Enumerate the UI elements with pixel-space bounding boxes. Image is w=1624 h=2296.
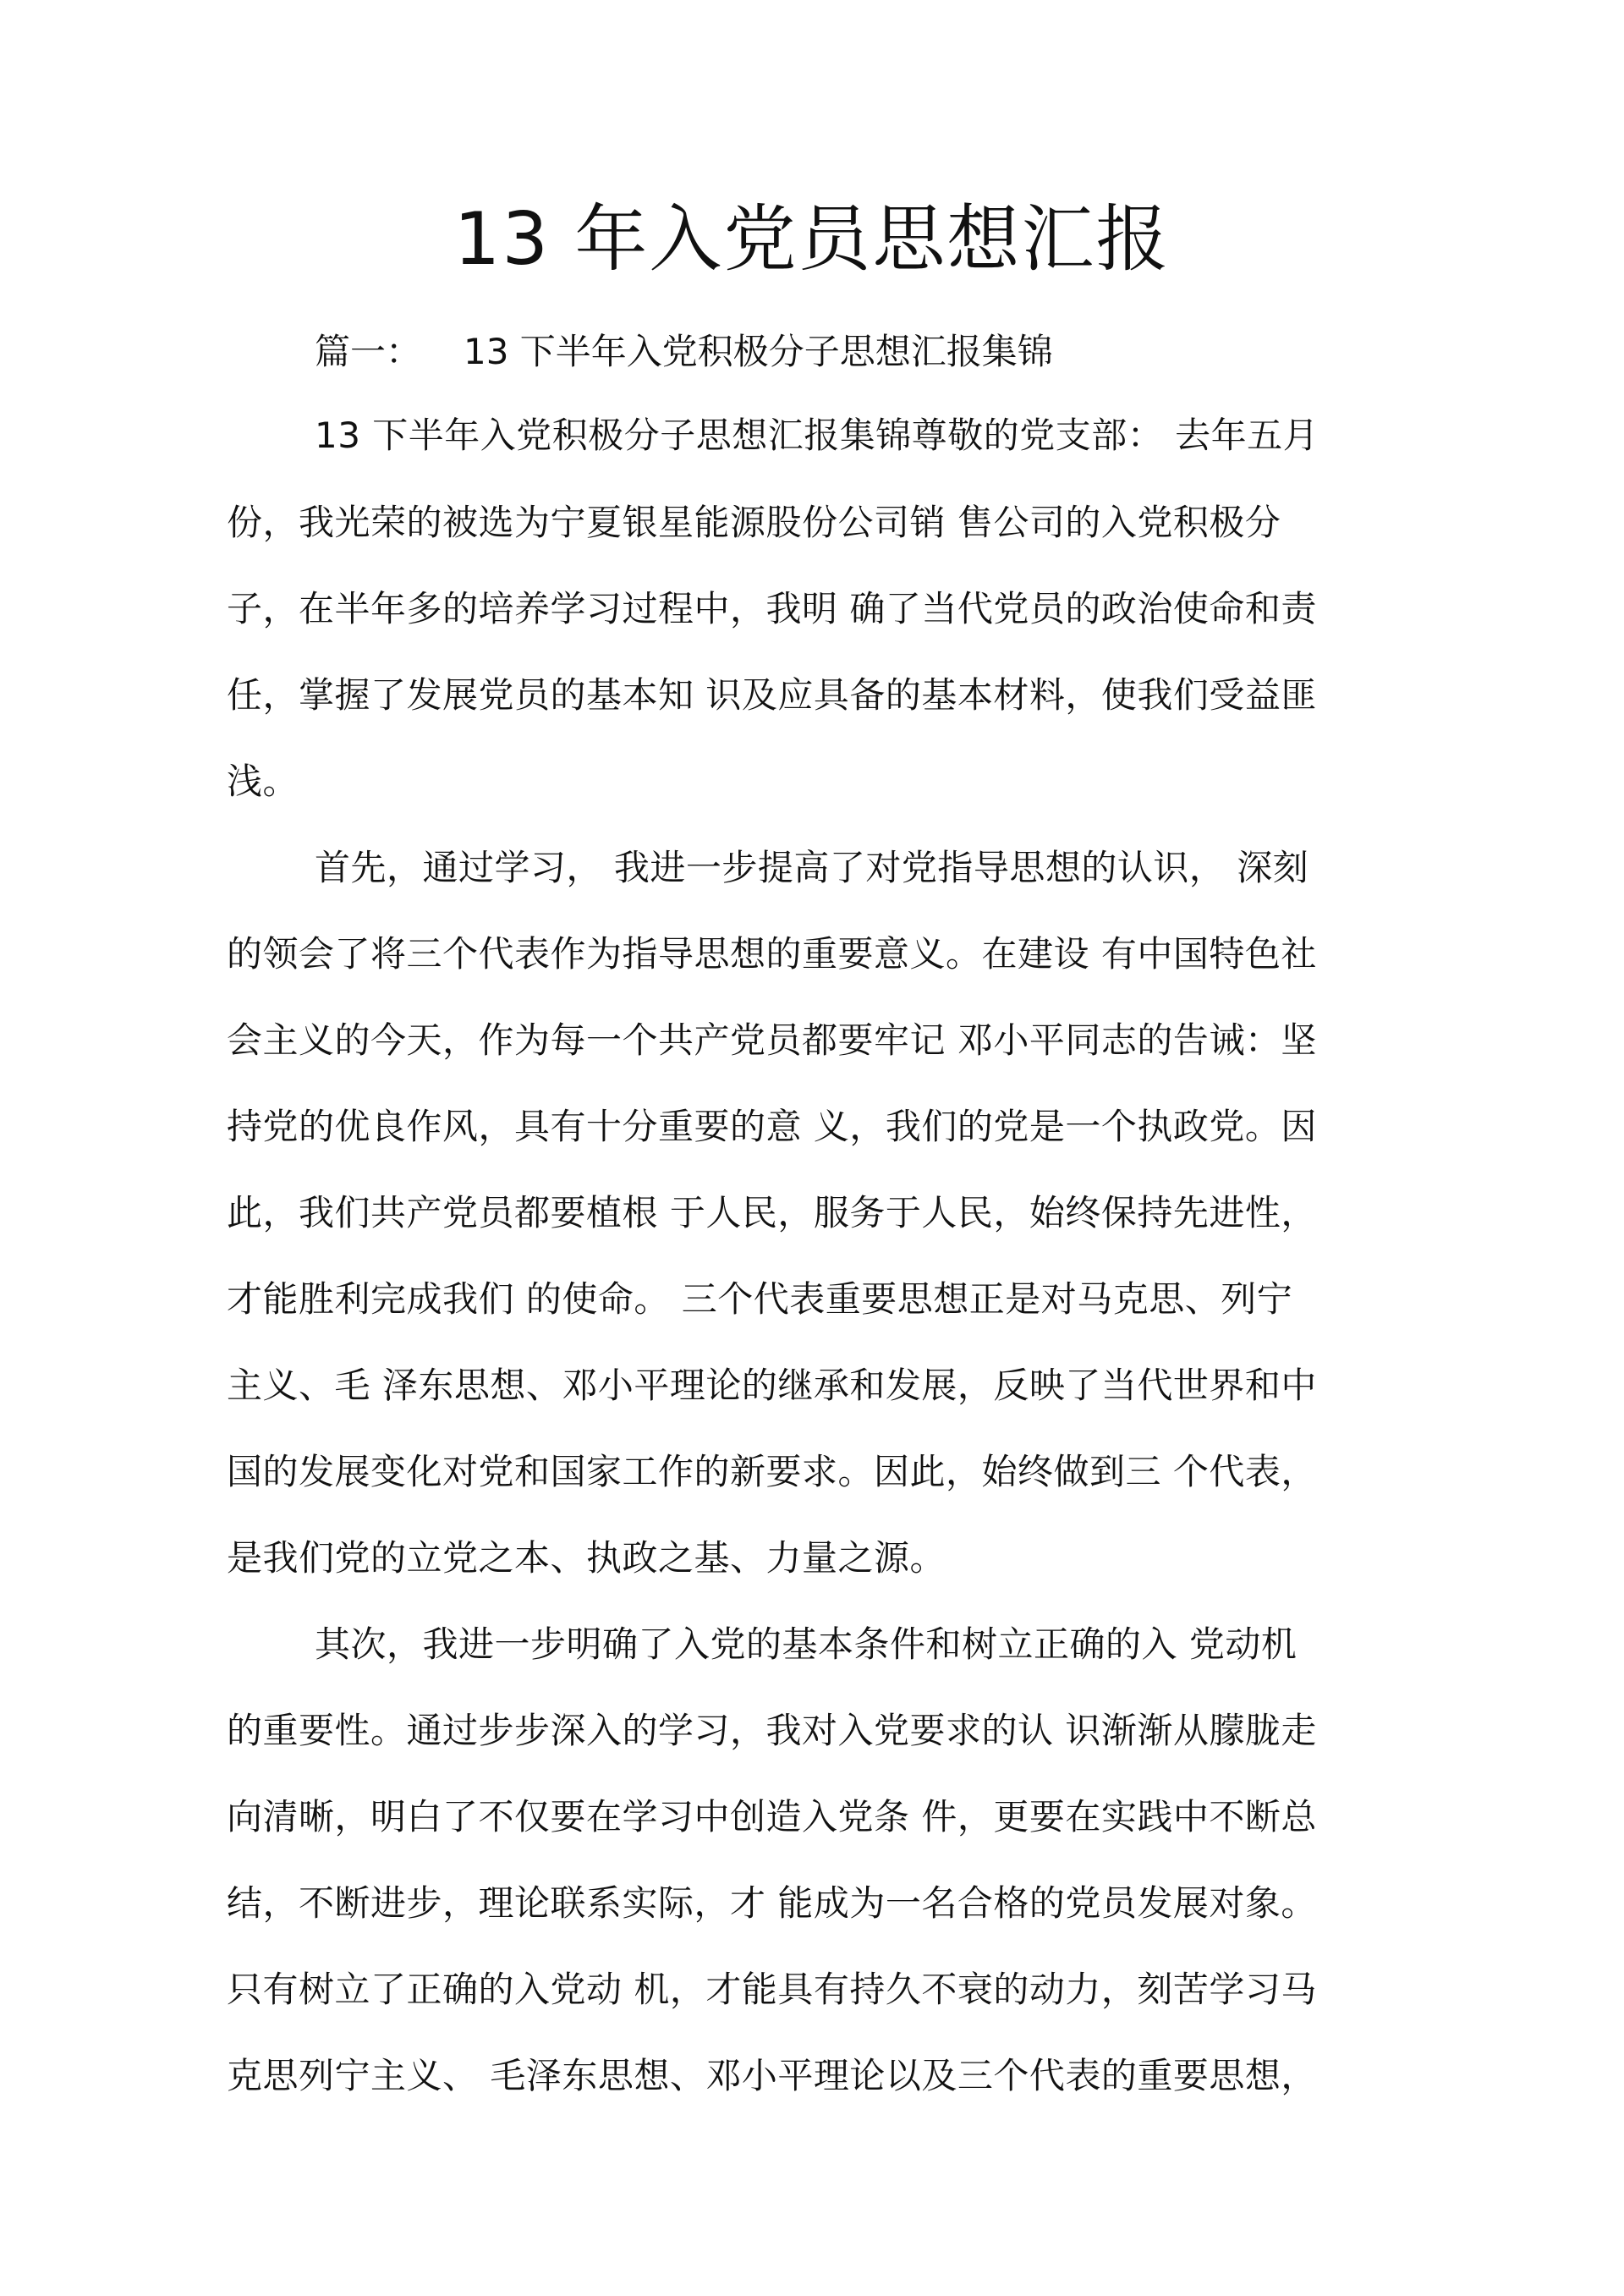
body-line-20: 克思列宁主义、 毛泽东思想、邓小平理论以及三个代表的重要思想， [227,2055,1317,2096]
body-line-13: 国的发展变化对党和国家工作的新要求。因此，始终做到三 个代表， [227,1451,1317,1492]
body-line-5: 浅。 [227,761,299,802]
body-line-12: 主义、毛 泽东思想、邓小平理论的继承和发展，反映了当代世界和中 [227,1365,1317,1406]
body-line-19: 只有树立了正确的入党动 机，才能具有持久不衰的动力，刻苦学习马 [227,1969,1317,2010]
body-line-9: 持党的优良作风，具有十分重要的意 义，我们的党是一个执政党。因 [227,1106,1317,1147]
body-line-2: 份，我光荣的被选为宁夏银星能源股份公司销 售公司的入党积极分 [227,502,1281,543]
body-line-10: 此，我们共产党员都要植根 于人民，服务于人民，始终保持先进性， [227,1192,1317,1233]
section-heading-text: 13 下半年入党积极分子思想汇报集锦 [464,331,1053,372]
body-line-15: 其次，我进一步明确了入党的基本条件和树立正确的入 党动机 [315,1623,1298,1665]
body-line-1: 13 下半年入党积极分子思想汇报集锦尊敬的党支部： 去年五月 [315,415,1320,456]
body-line-3: 子，在半年多的培养学习过程中，我明 确了当代党员的政治使命和责 [227,588,1317,629]
body-line-8: 会主义的今天，作为每一个共产党员都要牢记 邓小平同志的告诫：坚 [227,1019,1317,1061]
body-line-16: 的重要性。通过步步深入的学习，我对入党要求的认 识渐渐从朦胧走 [227,1710,1317,1751]
body-line-18: 结，不断进步，理论联系实际，才 能成为一名合格的党员发展对象。 [227,1882,1317,1924]
body-line-11: 才能胜利完成我们 的使命。 三个代表重要思想正是对马克思、列宁 [227,1278,1293,1320]
body-line-4: 任，掌握了发展党员的基本知 识及应具备的基本材料，使我们受益匪 [227,674,1317,716]
document-title: 13 年入党员思想汇报 [453,197,1171,282]
section-heading [315,328,1457,376]
body-line-7: 的领会了将三个代表作为指导思想的重要意义。在建设 有中国特色社 [227,933,1317,975]
body-line-6: 首先，通过学习， 我进一步提高了对党指导思想的认识， 深刻 [315,847,1309,888]
body-line-14: 是我们党的立党之本、执政之基、力量之源。 [227,1537,946,1579]
body-line-17: 向清晰，明白了不仅要在学习中创造入党条 件，更要在实践中不断总 [227,1796,1317,1837]
section-heading-prefix: 篇一： [315,331,422,372]
